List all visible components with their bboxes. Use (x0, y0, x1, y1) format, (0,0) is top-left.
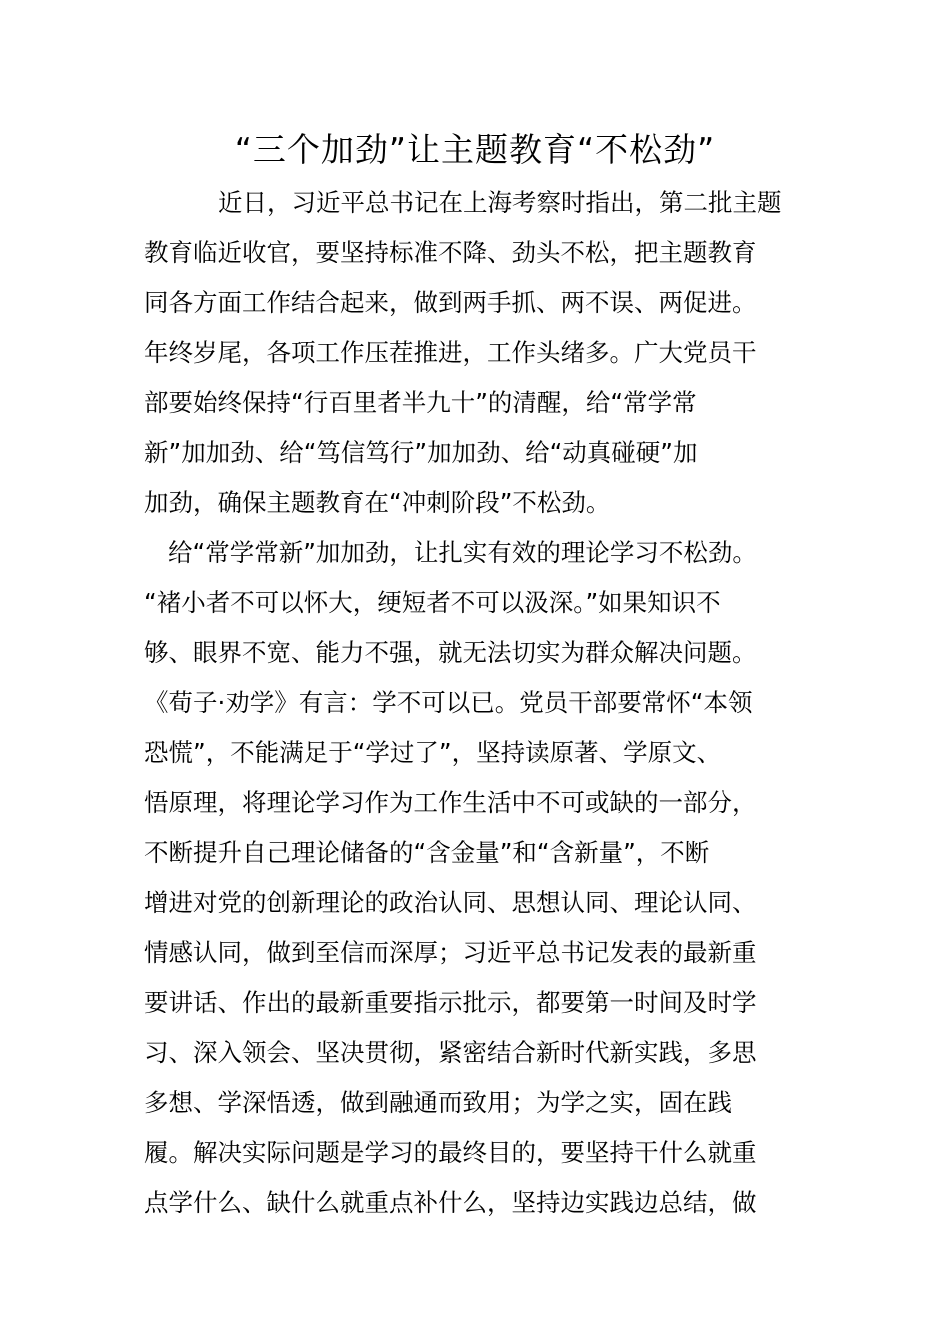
paragraph-line: 《荀子·劝学》有言：学不可以已。党员干部要常怀“本领 (144, 688, 753, 717)
paragraph-line: 履。解决实际问题是学习的最终目的，要坚持干什么就重 (144, 1138, 757, 1167)
paragraph-line: 部要始终保持“行百里者半九十”的清醒，给“常学常 (144, 388, 697, 417)
paragraph-line: 不断提升自己理论储备的“含金量”和“含新量”，不断 (144, 838, 710, 867)
paragraph-line: 够、眼界不宽、能力不强，就无法切实为群众解决问题。 (144, 638, 757, 667)
document-title: “三个加劲”让主题教育“不松劲” (234, 130, 716, 169)
paragraph-line: 恐慌”，不能满足于“学过了”，坚持读原著、学原文、 (144, 738, 722, 767)
paragraph-line: 加劲，确保主题教育在“冲刺阶段”不松劲。 (144, 488, 611, 517)
paragraph-line: 新”加加劲、给“笃信笃行”加加劲、给“动真碰硬”加 (144, 438, 698, 467)
paragraph-line: 习、深入领会、坚决贯彻，紧密结合新时代新实践，多思 (144, 1038, 757, 1067)
paragraph-line: 年终岁尾，各项工作压茬推进，工作头绪多。广大党员干 (144, 338, 757, 367)
paragraph-line: 近日，习近平总书记在上海考察时指出，第二批主题 (218, 188, 782, 217)
paragraph-line: 悟原理，将理论学习作为工作生活中不可或缺的一部分， (144, 788, 757, 817)
paragraph-line: 增进对党的创新理论的政治认同、思想认同、理论认同、 (144, 888, 757, 917)
paragraph-line: 给“常学常新”加加劲，让扎实有效的理论学习不松劲。 (168, 538, 757, 567)
paragraph-line: 同各方面工作结合起来，做到两手抓、两不误、两促进。 (144, 288, 757, 317)
paragraph-line: 多想、学深悟透，做到融通而致用；为学之实，固在践 (144, 1088, 732, 1117)
paragraph-line: “褚小者不可以怀大，绠短者不可以汲深。”如果知识不 (144, 588, 721, 617)
paragraph-line: 要讲话、作出的最新重要指示批示，都要第一时间及时学 (144, 988, 757, 1017)
paragraph-line: 教育临近收官，要坚持标准不降、劲头不松，把主题教育 (144, 238, 757, 267)
paragraph-line: 点学什么、缺什么就重点补什么，坚持边实践边总结，做 (144, 1188, 757, 1217)
paragraph-line: 情感认同，做到至信而深厚；习近平总书记发表的最新重 (144, 938, 757, 967)
